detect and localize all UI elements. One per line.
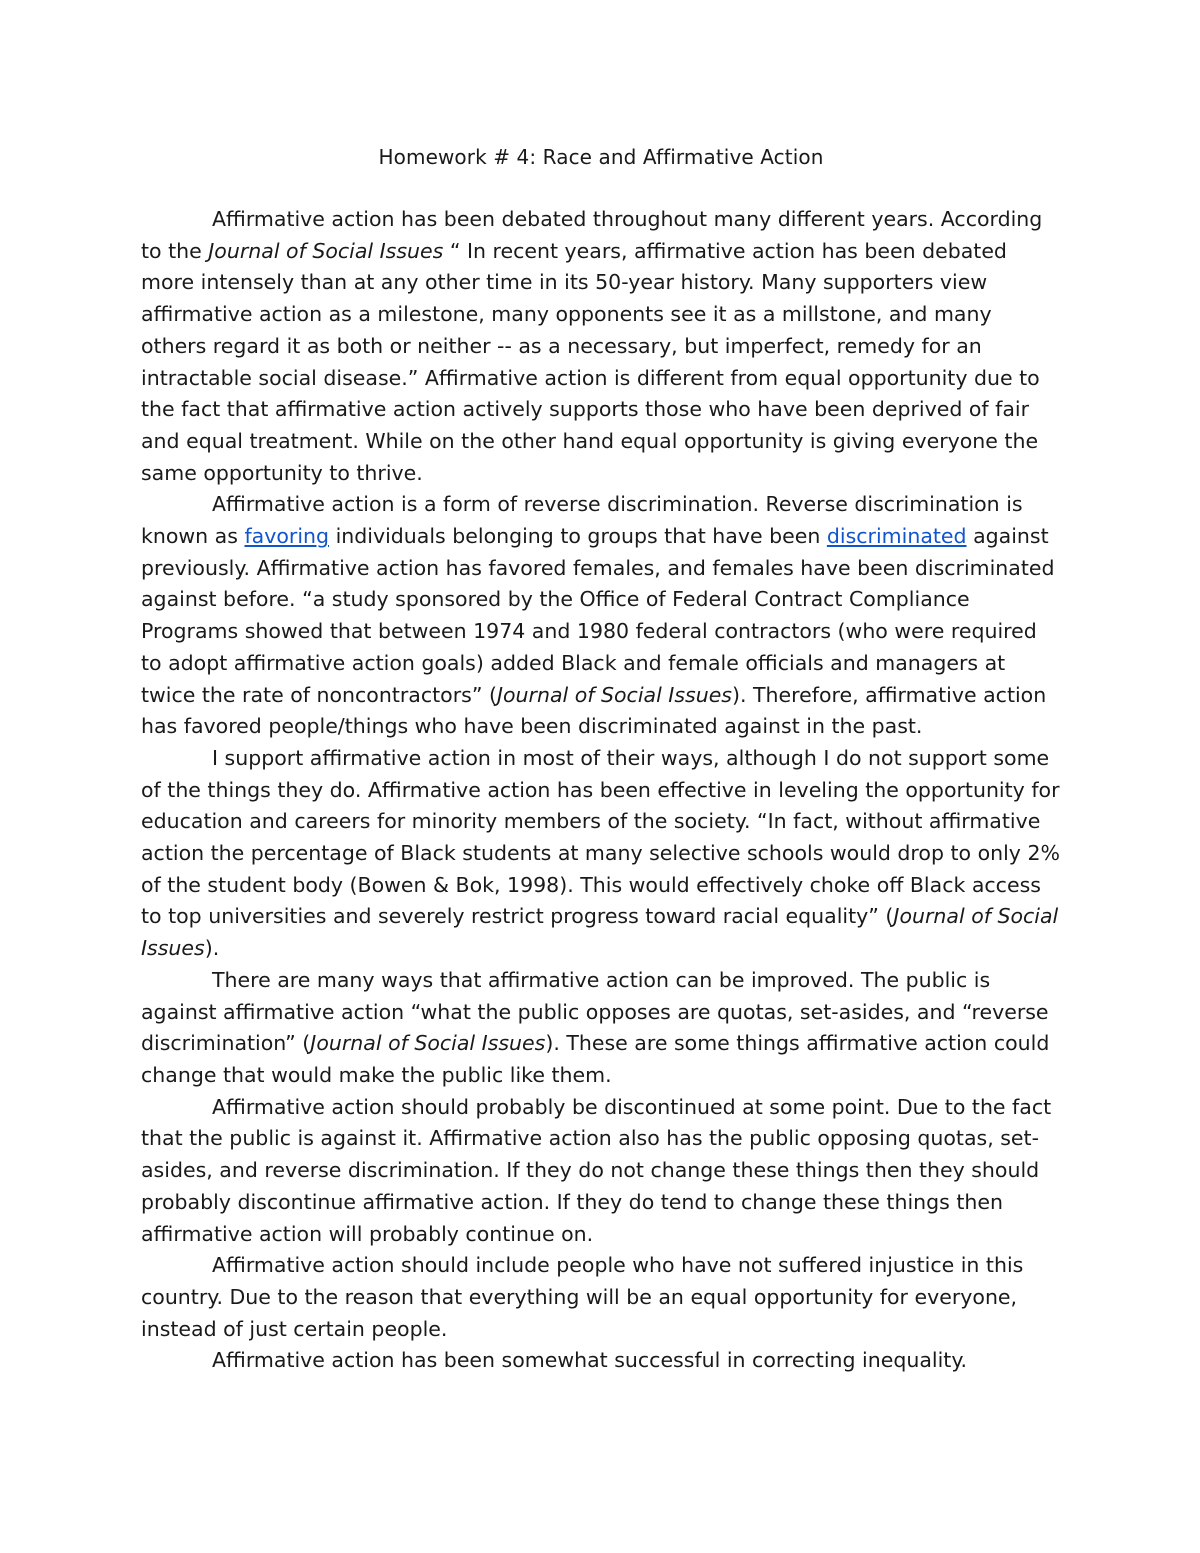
citation-journal: Journal of Social Issues <box>208 238 444 263</box>
paragraph-4 <box>141 965 1061 1092</box>
paragraph-7: Affirmative action has been somewhat successful in correcting inequality. <box>212 1348 968 1373</box>
paragraph-6: Affirmative action should include people who have not suffered injustice in this country. Due to the reason that everything will be an equal opportunity for everyone, instead of just certain people. <box>141 1253 1024 1341</box>
paragraph-1-text-a: Affirmative action has been debated throughout many different years. According to the <box>141 207 1043 263</box>
paragraph-2 <box>141 489 1061 743</box>
paragraph-5: Affirmative action should probably be discontinued at some point. Due to the fact that the public is against it. Affirmative action also has the public opposing quotas, set-asides, and reverse discrimination. If they do not change these things then they should probably discontinue affirmative action. If they do tend to change these things then affirmative action will probably continue on. <box>141 1094 1052 1246</box>
paragraph-1 <box>141 204 1061 489</box>
link-discriminated[interactable]: discriminated <box>826 524 967 549</box>
paragraph-2-text-d: ). Therefore, affirmative action has favored people/things who have been discriminated against in the past. <box>141 682 1047 739</box>
paragraph-2-text-a: Affirmative action is a form of reverse discrimination. Reverse discrimination is known as <box>141 492 1023 549</box>
document-page <box>141 142 1061 1377</box>
paragraph-4-text-b: ). These are some things affirmative action could change that would make the public like them. <box>141 1031 1050 1087</box>
paragraph-3 <box>141 743 1061 965</box>
paragraph-2-text-c: against previously. Affirmative action has favored females, and females have been discriminated against before. “a study sponsored by the Office of Federal Contract Compliance Programs showed that between 1974 and 1980 federal contractors (who were required to adopt affirmative action goals) added Black and female officials and managers at twice the rate of noncontractors” ( <box>141 524 1055 707</box>
link-favoring[interactable]: favoring <box>244 524 330 549</box>
citation-journal: Journal of Social Issues <box>310 1031 546 1056</box>
citation-journal: Journal of Social Issues <box>141 904 1059 961</box>
document-title: Homework # 4: Race and Affirmative Action <box>378 145 824 169</box>
paragraph-3-text-b: ). <box>204 936 220 961</box>
paragraph-1-text-b: “ In recent years, affirmative action has been debated more intensely than at any other time in its 50-year history. Many supporters view affirmative action as a milestone, many opponents see it as a millstone, and many others regard it as both or neither -- as a necessary, but imperfect, remedy for an intractable social disease.” Affirmative action is different from equal opportunity due to the fact that affirmative action actively supports those who have been deprived of fair and equal treatment. While on the other hand equal opportunity is giving everyone the same opportunity to thrive. <box>141 238 1040 485</box>
paragraph-4-text-a: There are many ways that affirmative action can be improved. The public is against affirmative action “what the public opposes are quotas, set-asides, and “reverse discrimination” ( <box>141 967 1049 1056</box>
citation-journal: Journal of Social Issues <box>496 682 732 707</box>
paragraph-3-text-a: I support affirmative action in most of their ways, although I do not support some of the things they do. Affirmative action has been effective in leveling the opportunity for education and careers for minority members of the society. “In fact, without affirmative action the percentage of Black students at many selective schools would drop to only 2% of the student body (Bowen & Bok, 1998). This would effectively choke off Black access to top universities and severely restrict progress toward racial equality” ( <box>141 745 1060 929</box>
paragraph-2-text-b: individuals belonging to groups that have been <box>329 524 827 549</box>
